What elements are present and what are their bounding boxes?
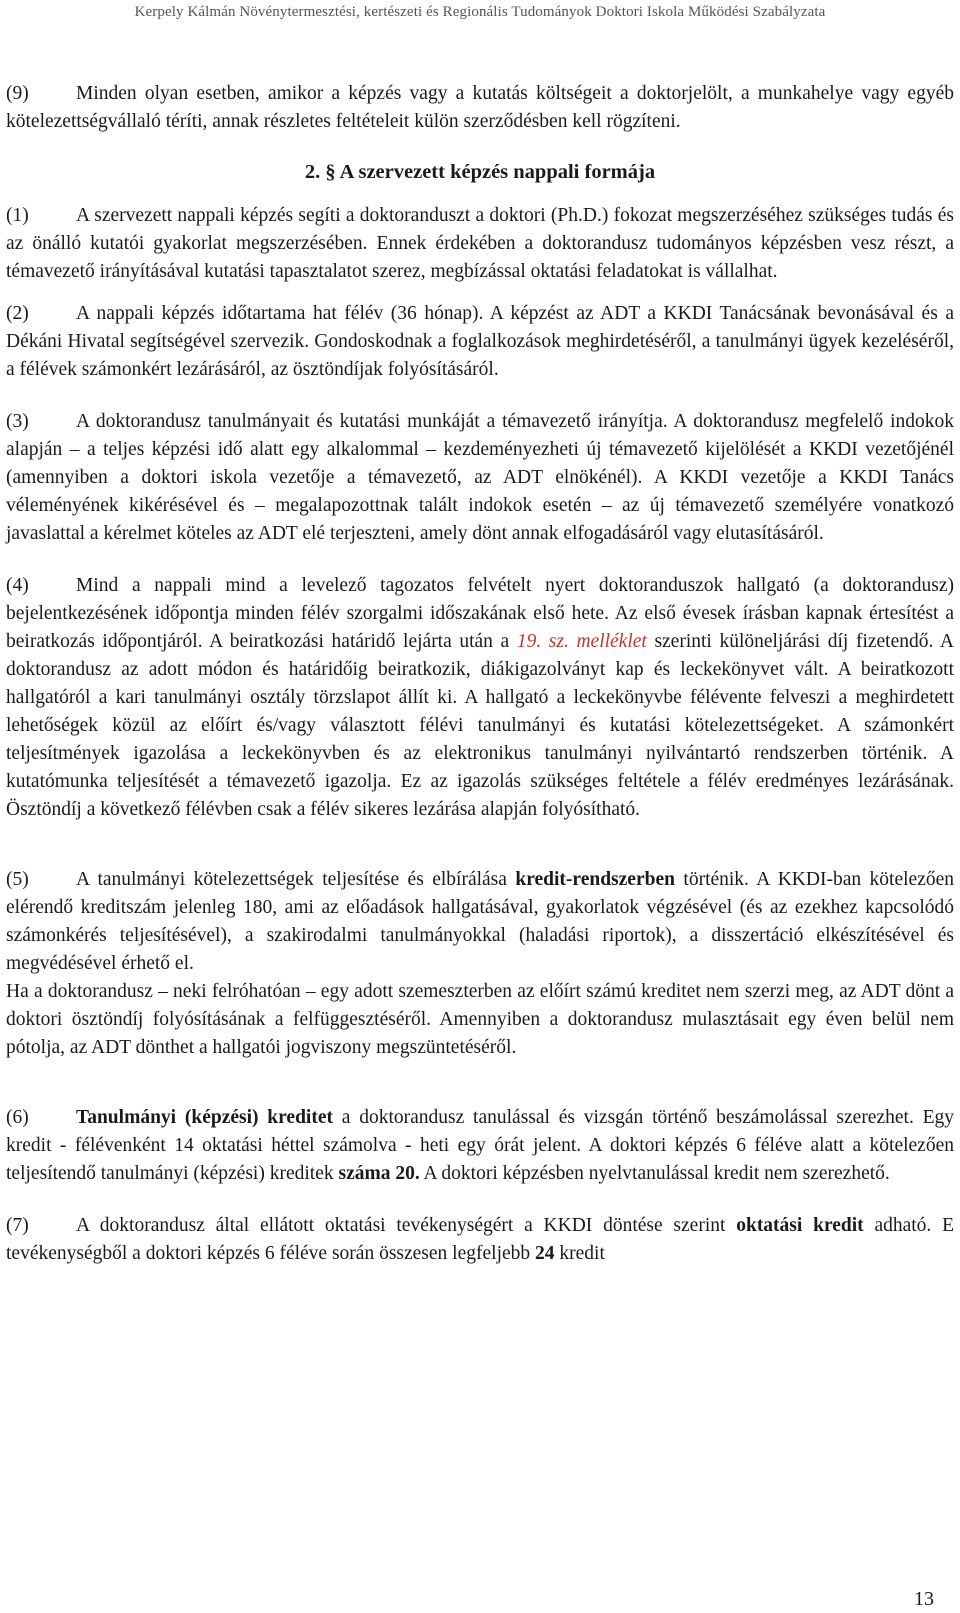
paragraph-text: szerinti különeljárási díj fizetendő. A doktorandusz az adott módon és határidőig beiratkozik, diákigazolványt kap és leckekönyvet vált. A beiratkozott hallgatóról a kari tanulmányi osztály törzslapot állít ki. A hallgató a leckekönyvbe félévente felveszi a meghirdetett lehetőségek közül az előírt és/vagy választott félévi tanulmányi és kutatási kötelezettségeket. A számonkért teljesítmények igazolása a leckekönyvben és az elektronikus tanulmányi nyilvántartó rendszerben történik. A kutatómunka teljesítését a témavezető igazolja. Ez az igazolás szükséges feltétele a félév eredményes lezárásának. Ösztöndíj a következő félévben csak a félév sikeres lezárása alapján folyósítható. <box>6 631 954 820</box>
section-heading <box>6 158 954 186</box>
annex-link[interactable]: 19. sz. melléklet <box>516 631 647 652</box>
paragraph-9 <box>6 80 954 136</box>
paragraph-text: A doktori képzésben nyelvtanulással kredit nem szerezhető. <box>423 1163 890 1184</box>
paragraph-4 <box>6 572 954 824</box>
paragraph-text: kredit <box>559 1243 605 1264</box>
paragraph-text: A doktorandusz tanulmányait és kutatási munkáját a témavezető irányítja. A doktorandusz megfelelő indokok alapján – a teljes képzési idő alatt egy alkalommal – kezdeményezheti új témavezető kijelölését a KKDI vezetőjénél (amennyiben a doktori iskola vezetője a témavezető, az ADT elnökénél). A KKDI vezetője a KKDI Tanács véleményének kikérésével és – megalapozottnak talált indokok esetén – az új témavezető személyére vonatkozó javaslattal a kérelmet köteles az ADT elé terjeszteni, amely dönt annak elfogadásáról vagy elutasításáról. <box>6 411 954 544</box>
section-number: 2. <box>304 161 321 183</box>
paragraph-3 <box>6 408 954 548</box>
paragraph-text: a doktorandusz tanulással és vizsgán történő beszámolással szerezhet. Egy kredit - félévenként 14 oktatási héttel számolva - heti egy órát jelent. A doktori képzés 6 féléve alatt a kötelezően teljesítendő tanulmányi (képzési) kreditek <box>6 1107 955 1184</box>
paragraph-number: (5) <box>6 869 29 890</box>
paragraph-5 <box>6 866 954 978</box>
paragraph-text: adható. E tevékenységből a doktori képzés 6 féléve során összesen legfeljebb <box>6 1215 955 1264</box>
paragraph-1 <box>6 202 954 286</box>
paragraph-text: A tanulmányi kötelezettségek teljesítése és elbírálása <box>76 869 507 890</box>
paragraph-5-continued <box>6 978 954 1062</box>
paragraph-text: Minden olyan esetben, amikor a képzés vagy a kutatás költségeit a doktorjelölt, a munkahelye vagy egyéb kötelezettségvállaló téríti, annak részletes feltételeit külön szerződésben kell rögzíteni. <box>6 83 954 132</box>
paragraph-text: Ha a doktorandusz – neki felróhatóan – egy adott szemeszterben az előírt számú kreditet nem szerzi meg, az ADT dönt a doktori ösztöndíj folyósításának a felfüggesztéséről. Amennyiben a doktorandusz mulasztásait egy éven belül nem pótolja, az ADT dönthet a hallgatói jogviszony megszüntetéséről. <box>6 981 954 1058</box>
section-symbol: § <box>325 161 336 183</box>
paragraph-2 <box>6 300 954 384</box>
bold-term: 24 <box>535 1243 555 1264</box>
paragraph-text: történik. A KKDI-ban kötelezően elérendő kreditszám jelenleg 180, ami az előadások hallgatásával, gyakorlatok végzésével (és az ezekhez kapcsolódó számonkérés teljesítésével), a szakirodalmi tanulmányokkal (haladási riportok), a disszertáció elkészítésével és megvédésével érhető el. <box>6 869 955 974</box>
paragraph-text: A doktorandusz által ellátott oktatási tevékenységért a KKDI döntése szerint <box>76 1215 726 1236</box>
running-header: Kerpely Kálmán Növénytermesztési, kertészeti és Regionális Tudományok Doktori Iskola Működési Szabályzata <box>134 4 826 20</box>
paragraph-number: (3) <box>6 411 29 432</box>
bold-term: kredit-rendszerben <box>515 869 675 890</box>
bold-term: száma 20. <box>338 1163 420 1184</box>
paragraph-number: (9) <box>6 83 29 104</box>
paragraph-number: (6) <box>6 1107 29 1128</box>
paragraph-number: (2) <box>6 303 29 324</box>
paragraph-number: (7) <box>6 1215 29 1236</box>
bold-term: oktatási kredit <box>736 1215 864 1236</box>
paragraph-number: (1) <box>6 205 29 226</box>
paragraph-text: Mind a nappali mind a levelező tagozatos felvételt nyert doktoranduszok hallgató (a doktorandusz) bejelentkezésének időpontja minden félév szorgalmi időszakának első hete. Az első évesek írásban kapnak értesítést a beiratkozás időpontjáról. A beiratkozási határidő lejárta után a <box>6 575 954 652</box>
paragraph-text: A szervezett nappali képzés segíti a doktoranduszt a doktori (Ph.D.) fokozat megszerzéséhez szükséges tudás és az önálló kutatói gyakorlat megszerzésében. Ennek érdekében a doktorandusz tudományos képzésben vesz részt, a témavezető irányításával kutatási tapasztalatot szerez, megbízással oktatási feladatokat is vállalhat. <box>6 205 954 282</box>
section-title: A szervezett képzés nappali formája <box>339 161 656 183</box>
paragraph-6 <box>6 1104 954 1188</box>
bold-term: Tanulmányi (képzési) kreditet <box>76 1107 333 1128</box>
page-number: 13 <box>914 1588 934 1610</box>
document-body <box>6 80 954 1268</box>
paragraph-text: A nappali képzés időtartama hat félév (36 hónap). A képzést az ADT a KKDI Tanácsának bevonásával és a Dékáni Hivatal segítségével szervezik. Gondoskodnak a foglalkozások meghirdetéséről, a tanulmányi ügyek kezeléséről, a félévek számonkért lezárásáról, az ösztöndíjak folyósításáról. <box>6 303 954 380</box>
paragraph-7 <box>6 1212 954 1268</box>
paragraph-number: (4) <box>6 575 29 596</box>
